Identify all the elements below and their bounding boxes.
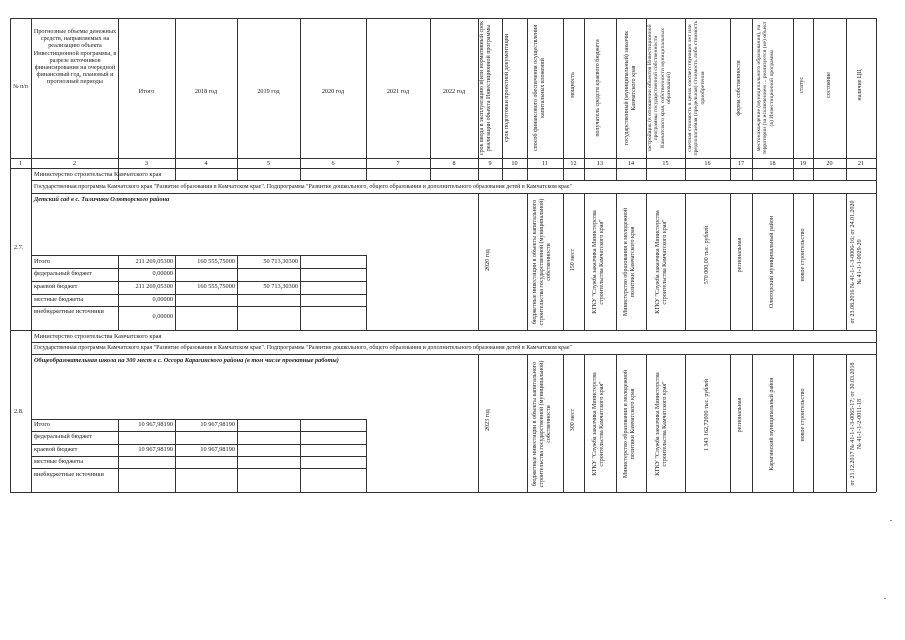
s28-v-300	[300, 419, 301, 492]
s27-row-fed-label: федеральный бюджет	[34, 270, 92, 277]
s28-recipient: КГКУ "Служба заказчика Министерства строительства Камчатского края"	[592, 372, 606, 476]
header-capacity: мощность	[570, 72, 576, 98]
program-27-line	[31, 193, 876, 194]
header-commissioning: срок ввода в эксплуатацию и(или нормативный срок реализации объекта Инвестиционной программы	[479, 20, 493, 156]
header-design-docs: срок подготовки проектной документации	[504, 33, 510, 143]
s28-program: Государственная программа Камчатского края "Развитие образования в Камчатском крае". Подпрограмма "Развитие дошкольного, общего образования и дополнительного образования детей в Камчатском крае"	[34, 345, 572, 351]
s27-v-563	[563, 193, 564, 330]
s27-recipient: КГКУ "Служба заказчика Министерства строительства Камчатского края"	[592, 210, 606, 314]
col-border-16	[730, 18, 731, 180]
header-2019: 2019 год	[257, 88, 280, 95]
header-bottom-line	[10, 158, 876, 159]
s27-v-527	[527, 193, 528, 330]
s27-row-vneb-total: 0,00000	[152, 313, 173, 320]
s28-estimated-cost: 1 343 162,72000 тыс. рублей	[704, 379, 710, 451]
col-border-19	[813, 18, 814, 180]
s28-v-563	[563, 354, 564, 492]
colnum-7: 7	[396, 160, 400, 167]
section-28-top-line	[10, 330, 876, 331]
s28-customer: Министерство образования и молодежной политики Камчатского края	[623, 369, 637, 479]
s27-v-175	[175, 255, 176, 330]
header-financing: способ финансового обеспечения осуществления капитальных вложений	[533, 24, 547, 152]
s27-v-685	[685, 193, 686, 330]
s27-v-793	[793, 193, 794, 330]
row28-itogo-line	[31, 419, 366, 420]
s27-row-fed-total: 0,00000	[152, 270, 173, 277]
s27-developer: КГКУ "Служба заказчика Министерства строительства Камчатского края"	[655, 210, 669, 314]
s27-row-itogo-label: Итого	[34, 258, 50, 265]
s27-ministry: Министерство строительства Камчатского края	[34, 171, 162, 178]
colnum-20: 20	[826, 160, 833, 167]
colnum-4: 4	[204, 160, 208, 167]
col-border-9	[502, 18, 503, 180]
s28-commissioning: 2023 год	[485, 409, 491, 431]
s27-v-752	[752, 193, 753, 330]
s27-row-kr-total: 211 269,05300	[135, 283, 173, 290]
colnum-14: 14	[627, 160, 635, 167]
col-border-15	[685, 18, 686, 180]
s28-row-fed-label: федеральный бюджет	[34, 433, 92, 440]
s28-v-846	[846, 354, 847, 492]
header-estimated-cost: сметная стоимость в ценах соответствующих лет или предполагаемая (предельная) стоимость либо стоимость приобретения	[687, 20, 706, 156]
s27-program: Государственная программа Камчатского края "Развитие образования в Камчатском крае". Подпрограмма "Развитие дошкольного, общего образования и дополнительного образования детей в Камчатском крае"	[34, 184, 572, 190]
colnum-17: 17	[737, 160, 745, 167]
s28-status: новое строительство	[800, 388, 806, 442]
row27-mest-line	[31, 294, 366, 295]
table-top-border	[10, 18, 876, 19]
s28-row-kr-label: краевой бюджет	[34, 446, 78, 453]
s28-v-118	[118, 419, 119, 492]
s27-row-mest-label: местные бюджеты	[34, 296, 84, 303]
row28-mest-line	[31, 456, 366, 457]
header-customer: государственный (муниципальный) заказчик Камчатского края	[624, 30, 638, 146]
col-border-17	[752, 18, 753, 180]
header-total: Итого	[138, 88, 155, 95]
s28-v-793	[793, 354, 794, 492]
col-border-21	[876, 18, 877, 492]
colnum-bottom-line	[10, 168, 876, 169]
s27-capacity: 150 мест	[570, 248, 576, 272]
scan-speck	[890, 520, 892, 521]
col-border-20	[846, 18, 847, 180]
s27-v-366	[366, 255, 367, 330]
s28-v-237	[237, 419, 238, 492]
s28-v-175	[175, 419, 176, 492]
s28-ownership: региональная	[737, 397, 743, 433]
colnum-19: 19	[799, 160, 807, 167]
s27-v-584	[584, 193, 585, 330]
header-ownership: форма собственности	[736, 60, 742, 116]
s27-number: 2.7.	[14, 244, 24, 251]
s28-developer: КГКУ "Служба заказчика Министерства строительства Камчатского края"	[655, 372, 669, 476]
s27-v-616	[616, 193, 617, 330]
scan-speck	[884, 598, 886, 599]
s27-row-kr-2019: 50 713,30300	[263, 283, 298, 290]
col-border-7	[430, 18, 431, 180]
s27-row-kr-label: краевой бюджет	[34, 283, 78, 290]
s27-v-237	[237, 255, 238, 330]
s27-object-title: Детский сад в с. Тиличики Олюторского района	[34, 196, 170, 203]
col-border-12	[584, 18, 585, 180]
col-border-4	[237, 18, 238, 180]
s28-v-813	[813, 354, 814, 492]
colnum-15: 15	[662, 160, 669, 167]
s27-location: Олюторский муниципальный район	[769, 215, 775, 309]
row28-fed-line	[31, 431, 366, 432]
col-border-11	[563, 18, 564, 180]
s28-row-mest-label: местные бюджеты	[34, 458, 84, 465]
s28-capacity: 300 мест	[570, 408, 576, 432]
s27-v-478	[478, 193, 479, 330]
program-28-line	[31, 354, 876, 355]
col-border-5	[300, 18, 301, 180]
col-border-13	[616, 18, 617, 180]
colnum-12: 12	[570, 160, 577, 167]
colnum-6: 6	[331, 160, 335, 167]
col-border-6	[366, 18, 367, 180]
header-state: состояние	[826, 72, 832, 98]
s28-row-kr-total: 10 967,98190	[138, 446, 173, 453]
s27-status: новое строительство	[800, 228, 806, 282]
s28-v-752	[752, 354, 753, 492]
row27-fed-line	[31, 268, 366, 269]
s27-row-itogo-2019: 50 713,30300	[263, 258, 298, 265]
row28-kr-line	[31, 444, 366, 445]
s28-v-584	[584, 354, 585, 492]
s28-row-vneb-label: внебюджетные источники	[34, 471, 104, 478]
col-border-1	[31, 18, 32, 492]
header-2021: 2021 год	[386, 88, 410, 95]
row27-vneb-line	[31, 306, 366, 307]
header-permit: наличие ЦЦ	[857, 69, 863, 101]
s27-v-813	[813, 193, 814, 330]
s28-object-title: Общеобразовательная школа на 300 мест в с. Оссора Карагинского района (в том числе проектные работы)	[34, 357, 339, 364]
s27-v-846	[846, 193, 847, 330]
s28-financing: бюджетные инвестиции в объекты капитального строительства государственной (муниципальной) собственности	[532, 360, 553, 488]
s28-v-730	[730, 354, 731, 492]
header-developer: застройщик (в отношении объектов Инвестиционной программы государственной собственности Камчатского края, собственности муниципальных образований)	[647, 24, 673, 152]
colnum-16: 16	[704, 160, 711, 167]
colnum-1: 1	[18, 160, 23, 167]
s28-location: Карагинский муниципальный район	[769, 377, 775, 471]
s27-v-646	[646, 193, 647, 330]
s27-commissioning: 2020 год	[485, 249, 491, 271]
s27-row-mest-total: 0,00000	[152, 296, 173, 303]
header-volumes: Прогнозные объемы денежных средств, направляемых на реализацию объекта Инвестиционной программы, в разрезе источников финансирования на очередной финансовый год, плановый и прогнозный периоды	[33, 28, 117, 86]
row28-vneb-line	[31, 468, 366, 469]
s28-v-616	[616, 354, 617, 492]
header-2022: 2022 год	[442, 88, 466, 95]
colnum-5: 5	[266, 160, 271, 167]
s28-number: 2.8.	[14, 408, 24, 415]
s28-ministry: Министерство строительства Камчатского края	[34, 333, 162, 340]
s28-permit: от 21.12.2017 № 41-1-1-3-0065-17; от 30.03.2018 № 41-1-1-2-0011-18	[850, 362, 864, 486]
header-2018: 2018 год	[194, 88, 218, 95]
s27-estimated-cost: 570 000,00 тыс. рублей	[704, 225, 710, 285]
s28-v-646	[646, 354, 647, 492]
ministry-28-line	[31, 342, 876, 343]
s27-row-vneb-label: внебюджетные источники	[34, 308, 104, 315]
s28-v-366	[366, 419, 367, 492]
colnum-10: 10	[511, 160, 518, 167]
colnum-13: 13	[596, 160, 604, 167]
s28-row-itogo-total: 10 967,98190	[138, 421, 173, 428]
col-border-3	[175, 18, 176, 180]
s27-row-itogo-2018: 160 555,75000	[197, 258, 235, 265]
header-location: местонахождение (муниципального образования), на территории (за исключением ... реализуется (не) объект (в) Инвестиционной программы	[756, 21, 775, 155]
s28-v-527	[527, 354, 528, 492]
ministry-27-line	[31, 180, 876, 181]
s27-v-300	[300, 255, 301, 330]
col-border-18	[793, 18, 794, 180]
colnum-3: 3	[144, 160, 149, 167]
s28-v-478	[478, 354, 479, 492]
s28-row-itogo-label: Итого	[34, 421, 50, 428]
header-2020: 2020 год	[321, 88, 345, 95]
header-recipient: получатель средств краевого бюджета	[595, 39, 601, 137]
colnum-21: 21	[857, 160, 865, 167]
colnum-11: 11	[542, 160, 548, 167]
s27-row-kr-2018: 160 555,75000	[197, 283, 235, 290]
s28-row-kr-2018: 10 967,98190	[200, 446, 235, 453]
row27-kr-line	[31, 281, 366, 282]
col-border-10	[527, 18, 528, 180]
table-bottom-border	[10, 492, 876, 493]
header-num: № п/п	[13, 84, 28, 90]
colnum-8: 8	[452, 160, 456, 167]
row27-itogo-line	[31, 255, 366, 256]
colnum-2: 2	[72, 160, 77, 167]
colnum-18: 18	[769, 160, 776, 167]
header-status: статус	[799, 76, 805, 94]
s27-financing: бюджетные инвестиции в объекты капитального строительства государственной (муниципальной) собственности	[532, 198, 553, 326]
s27-row-itogo-total: 211 269,05300	[135, 258, 173, 265]
s27-ownership: региональная	[737, 237, 743, 273]
s28-row-itogo-2018: 10 967,98190	[200, 421, 235, 428]
s27-customer: Министерство образования и молодежной политики Камчатского края	[623, 207, 637, 317]
s27-permit: от 23.08.2016 № 41-1-1-3-0006-16; от 24.01.2020 № 41-1-1-0029-20	[850, 200, 864, 324]
s27-v-730	[730, 193, 731, 330]
s28-v-685	[685, 354, 686, 492]
col-border-2	[118, 18, 119, 180]
colnum-9: 9	[488, 160, 492, 167]
